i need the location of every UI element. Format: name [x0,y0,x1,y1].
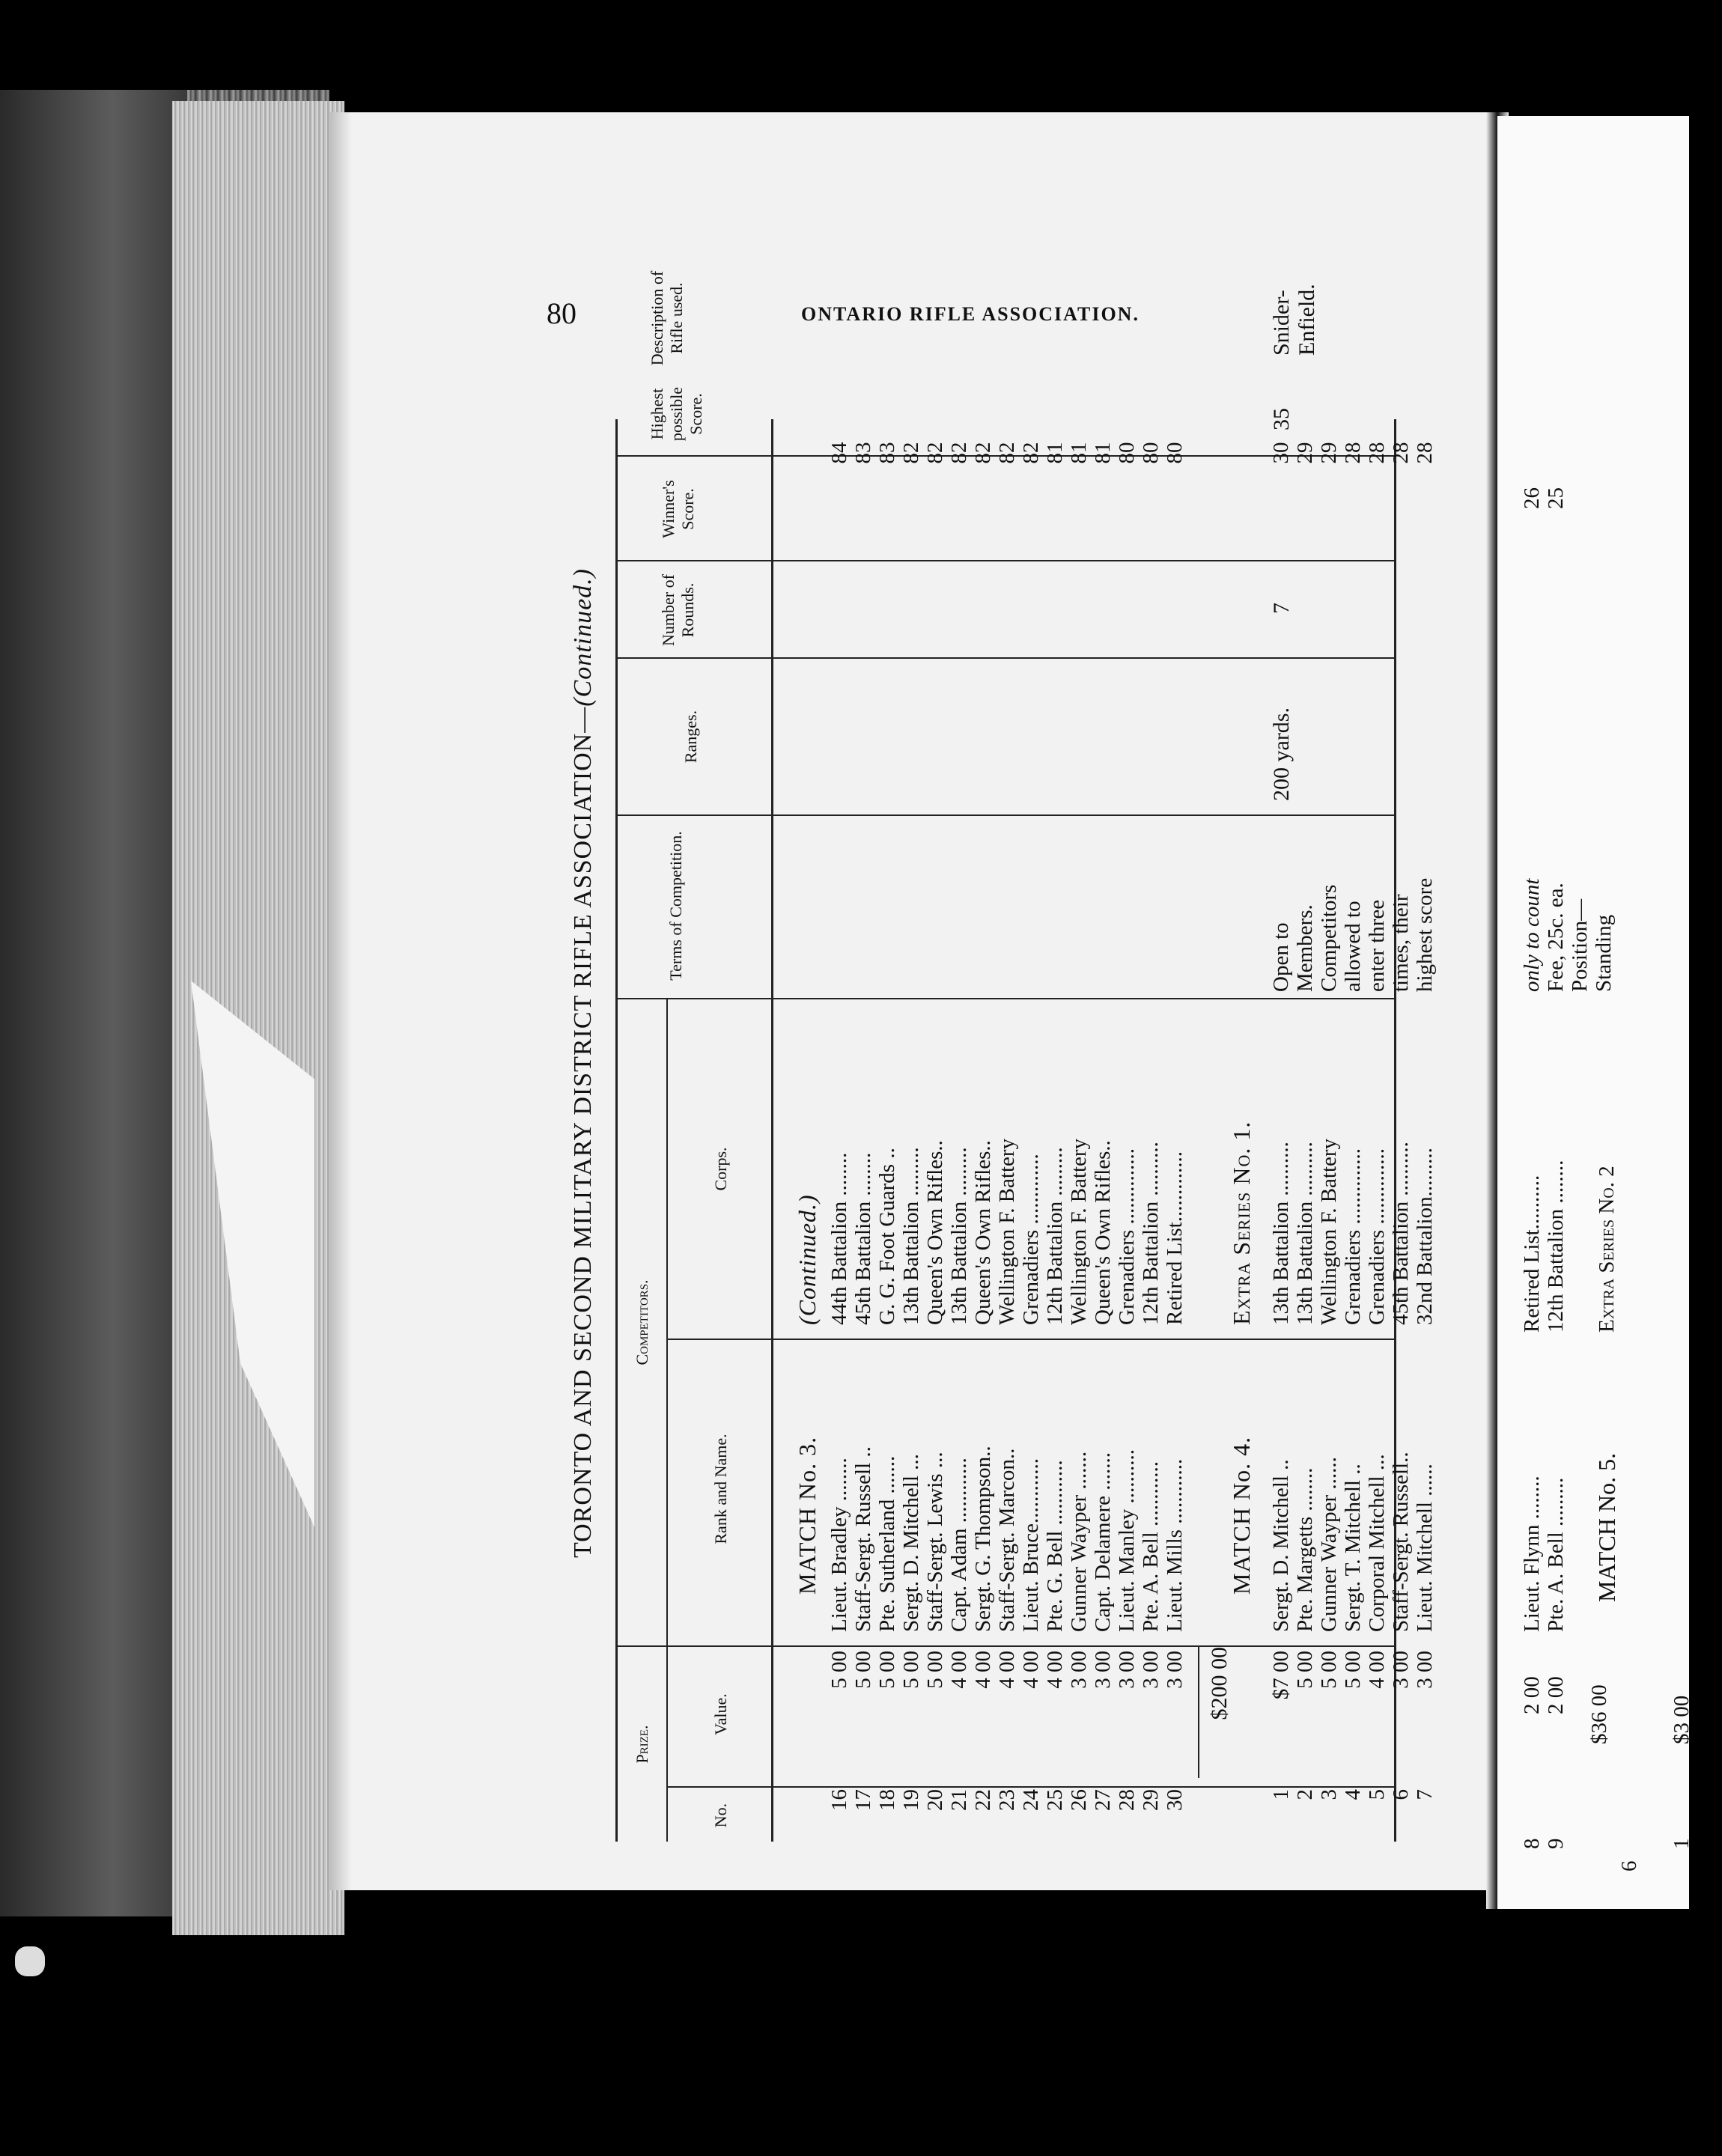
prize-value: 3 00 [1115,1651,1139,1689]
competitor-name: Staff-Sergt. Lewis ... [923,1452,947,1632]
competitor-corps: Grenadiers .............. [1341,1148,1365,1325]
col-line-terms [615,814,1394,816]
prize-value: 3 00 [1091,1651,1115,1689]
header-prize: Prize. [633,1725,651,1764]
prize-value: 3 00 [1163,1651,1187,1689]
prize-no: 25 [1043,1789,1067,1811]
prize-no: 2 [1293,1789,1317,1800]
winner-score: 82 [971,442,995,464]
rp-terms-1: only to count [1520,878,1544,992]
competitor-name: Sergt. G. Thompson.. [971,1446,995,1632]
rp-name-2: Pte. A. Bell ......... [1544,1477,1568,1632]
book-edge-shade [0,90,187,1916]
header-top-rule [615,419,618,1842]
winner-score: 82 [923,442,947,464]
competitor-name: Corporal Mitchell ... [1365,1454,1389,1632]
terms-line: Competitors [1317,884,1341,992]
prize-value: 5 00 [923,1651,947,1689]
winner-score: 83 [851,442,875,464]
prize-value: 4 00 [971,1651,995,1689]
match-4-rifle: Snider-Enfield. [1269,284,1319,356]
prize-value: 3 00 [1139,1651,1163,1689]
table-title [569,314,597,1812]
winner-score: 29 [1293,442,1317,464]
prize-no: 18 [875,1789,899,1811]
rp-terms-3: Position— [1568,898,1592,992]
prize-no: 27 [1091,1789,1115,1811]
winner-score: 80 [1139,442,1163,464]
scan-artifact [15,1946,45,1976]
prize-value: 3 00 [1413,1651,1437,1689]
right-page-fragments [1497,352,1722,1872]
winner-score: 82 [1019,442,1043,464]
competitor-corps: 13th Battalion ......... [947,1147,971,1325]
header-rank-name: Rank and Name. [711,1434,730,1544]
competitor-corps: 45th Battalion .......... [1389,1142,1413,1325]
header-ranges: Ranges. [681,710,700,764]
prize-value: 5 00 [875,1651,899,1689]
rotated-table [569,270,1482,1849]
terms-line: times, their [1389,894,1413,992]
competitor-name: Sergt. D. Mitchell ... [899,1454,923,1632]
winner-score: 81 [1067,442,1091,464]
header-highest-score: Highest possible Score. [648,386,705,442]
winner-score: 84 [827,442,851,464]
competitor-corps: 44th Battalion ........ [827,1152,851,1325]
competitor-name: Capt. Adam ............ [947,1458,971,1632]
rp-no-1: 1 [1670,1838,1694,1849]
table-title-continued: (Continued.) [569,567,597,707]
competitor-name: Lieut. Manley .......... [1115,1449,1139,1632]
page-number: 80 [547,296,576,330]
winner-score: 28 [1365,442,1389,464]
competitor-name: Staff-Sergt. Russell .. [851,1446,875,1632]
page-shadow [329,112,352,1890]
prize-no: 7 [1413,1789,1437,1800]
prize-value: 5 00 [1293,1651,1317,1689]
total-rule [1198,1647,1199,1778]
header-no: No. [711,1803,730,1828]
prize-no: 30 [1163,1789,1187,1811]
prize-no: 17 [851,1789,875,1811]
prize-value: 5 00 [851,1651,875,1689]
header-bottom-rule [771,419,773,1842]
winner-score: 82 [899,442,923,464]
winner-score: 83 [875,442,899,464]
rp-score-1: 26 [1520,487,1544,509]
prize-no: 21 [947,1789,971,1811]
competitor-name: Gunner Wayper ...... [1317,1457,1341,1632]
competitor-corps: Grenadiers .............. [1115,1148,1139,1325]
competitor-corps: Grenadiers .............. [1365,1148,1389,1325]
match-3-title: MATCH No. 3. [794,1436,821,1595]
prize-no: 29 [1139,1789,1163,1811]
prize-no: 20 [923,1789,947,1811]
competitor-corps: G. G. Foot Guards .. [875,1148,899,1325]
competitor-name: Staff-Sergt. Russell.. [1389,1452,1413,1632]
table-title-text: TORONTO AND SECOND MILITARY DISTRICT RIFLE ASSOCIATION— [569,706,597,1559]
prize-value: 4 00 [1019,1651,1043,1689]
competitors-sub-rule [666,999,668,1645]
competitor-name: Lieut. Bradley ........ [827,1458,851,1632]
rp-series-2: Extra Series No. 2 [1595,1166,1619,1333]
prize-no: 28 [1115,1789,1139,1811]
prize-value: 5 00 [827,1651,851,1689]
competitor-corps: Queen's Own Rifles.. [1091,1140,1115,1325]
prize-no: 4 [1341,1789,1365,1800]
header-value: Value. [711,1693,730,1735]
competitor-corps: 13th Battalion .......... [1293,1142,1317,1325]
rp-terms-2: Fee, 25c. ea. [1544,883,1568,992]
competitor-corps: Wellington F. Battery [1317,1138,1341,1325]
prize-value: 5 00 [1317,1651,1341,1689]
prize-value: 3 00 [1389,1651,1413,1689]
rp-no-8: 8 [1520,1838,1544,1849]
competitor-name: Staff-Sergt. Marcon.. [995,1448,1019,1632]
competitor-corps: 13th Battalion ......... [899,1147,923,1325]
prize-value: 4 00 [995,1651,1019,1689]
rp-total: $36 00 [1587,1684,1611,1744]
terms-line: enter three [1365,899,1389,992]
rp-match-no-6: 6 [1617,1860,1641,1872]
prize-no: 23 [995,1789,1019,1811]
competitor-name: Pte. Margetts ........ [1293,1467,1317,1632]
competitor-name: Lieut. Mills ............ [1163,1458,1187,1632]
header-terms: Terms of Competition. [666,831,685,981]
rp-total-2: $3 00 [1670,1695,1694,1744]
competitor-name: Capt. Delamere ....... [1091,1452,1115,1632]
match-4-range: 200 yards. [1269,707,1294,801]
rp-corps-2: 12th Battalion ........ [1544,1160,1568,1333]
prize-no: 26 [1067,1789,1091,1811]
prize-value: 5 00 [899,1651,923,1689]
competitor-corps: 45th Battalion ........ [851,1152,875,1325]
winner-score: 30 [1269,442,1293,464]
match-4-series: Extra Series No. 1. [1228,1121,1255,1325]
match-4-rounds: 7 [1269,603,1294,614]
prize-no: 3 [1317,1789,1341,1800]
rp-no-9: 9 [1544,1838,1568,1849]
prize-no: 24 [1019,1789,1043,1811]
winner-score: 80 [1115,442,1139,464]
prize-value: 4 00 [1365,1651,1389,1689]
rp-value-8: 2 00 [1520,1676,1544,1714]
prize-no: 16 [827,1789,851,1811]
col-line-value [615,1645,1394,1647]
competitor-name: Gunner Wayper ....... [1067,1451,1091,1632]
prize-value: $7 00 [1269,1651,1293,1700]
prize-sub-rule [666,1647,668,1842]
terms-line: Open to [1269,922,1293,992]
competitor-corps: Wellington F. Battery [995,1138,1019,1325]
prize-value: 3 00 [1067,1651,1091,1689]
competitor-corps: Retired List............. [1163,1151,1187,1325]
winner-score: 28 [1413,442,1437,464]
competitor-corps: 13th Battalion .......... [1269,1142,1293,1325]
competitor-corps: Queen's Own Rifles.. [923,1140,947,1325]
prize-value: 4 00 [947,1651,971,1689]
winner-score: 28 [1389,442,1413,464]
prize-no: 1 [1269,1789,1293,1800]
competitor-corps: 12th Battalion .......... [1139,1142,1163,1325]
competitor-corps: Grenadiers ............. [1019,1154,1043,1325]
prize-value: 4 00 [1043,1651,1067,1689]
competitor-name: Pte. G. Bell ............ [1043,1460,1067,1632]
rp-value-9: 2 00 [1544,1676,1568,1714]
winner-score: 81 [1043,442,1067,464]
header-competitors: Competitors. [633,1279,651,1365]
col-line-no [666,1786,1396,1788]
header-corps: Corps. [711,1147,730,1191]
competitor-name: Pte. Sutherland ....... [875,1455,899,1632]
competitor-name: Sergt. D. Mitchell .. [1269,1459,1293,1632]
col-line-rounds [615,560,1394,561]
running-head: ONTARIO RIFLE ASSOCIATION. [801,303,1140,325]
competitor-corps: 32nd Battalion......... [1413,1148,1437,1325]
terms-line: highest score [1413,877,1437,992]
terms-line: Members. [1293,904,1317,992]
rp-name-1: Lieut. Flynn ........ [1520,1476,1544,1632]
header-rifle: Description of Rifle used. [648,270,686,366]
competitor-name: Lieut. Bruce............ [1019,1458,1043,1632]
competitor-corps: Queen's Own Rifles.. [971,1140,995,1325]
rp-terms-4: Standing [1592,914,1616,992]
prize-no: 22 [971,1789,995,1811]
header-rounds: Number of Rounds. [659,574,697,646]
competitor-name: Sergt. T. Mitchell .. [1341,1464,1365,1632]
prize-no: 6 [1389,1789,1413,1800]
terms-line: allowed to [1341,901,1365,992]
rp-corps-1: Retired List.......... [1520,1175,1544,1333]
winner-score: 81 [1091,442,1115,464]
competitor-corps: 12th Battalion ......... [1043,1147,1067,1325]
match-4-highest: 35 [1269,408,1294,430]
prize-no: 5 [1365,1789,1389,1800]
winner-score: 80 [1163,442,1187,464]
match-4-title: MATCH No. 4. [1228,1436,1255,1595]
rp-match-5: MATCH No. 5. [1593,1452,1620,1602]
prize-no: 19 [899,1789,923,1811]
winner-score: 28 [1341,442,1365,464]
rp-score-2: 25 [1544,487,1568,509]
winner-score: 82 [947,442,971,464]
competitor-name: Lieut. Mitchell ...... [1413,1464,1437,1632]
col-line-ranges [615,657,1394,659]
match-3-total: $200 00 [1207,1647,1232,1720]
prize-value: 5 00 [1341,1651,1365,1689]
winner-score: 82 [995,442,1019,464]
match-3-continued: (Continued.) [794,1194,821,1325]
competitor-corps: Wellington F. Battery [1067,1138,1091,1325]
competitor-name: Pte. A. Bell ............ [1139,1461,1163,1632]
winner-score: 29 [1317,442,1341,464]
header-winner-score: Winner's Score. [659,480,697,538]
